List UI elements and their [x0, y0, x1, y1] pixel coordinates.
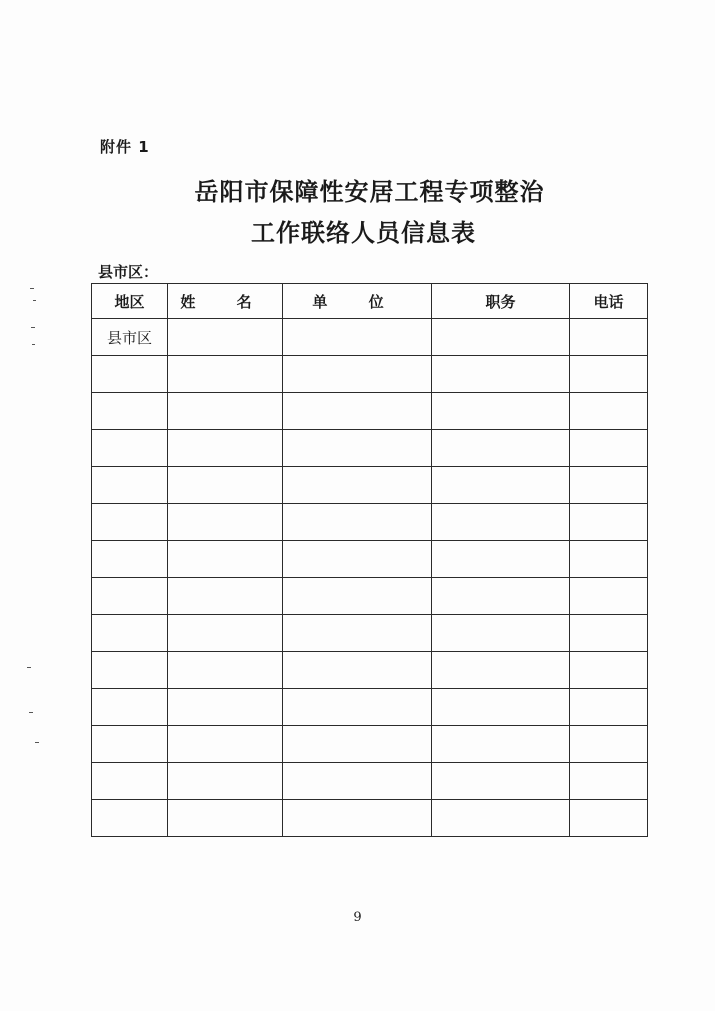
cell-phone — [570, 319, 648, 356]
scan-artifact — [27, 667, 31, 668]
cell-name — [168, 504, 283, 541]
table-body — [92, 319, 648, 837]
table-row — [92, 763, 648, 800]
cell-name — [168, 800, 283, 837]
cell-unit — [283, 319, 432, 356]
table-row — [92, 393, 648, 430]
document-title-line-2: 工作联络人员信息表 — [251, 218, 476, 247]
table-row — [92, 467, 648, 504]
table-row — [92, 504, 648, 541]
cell-position — [432, 541, 570, 578]
cell-name — [168, 578, 283, 615]
cell-phone — [570, 393, 648, 430]
cell-position — [432, 726, 570, 763]
header-unit: 单 位 — [283, 284, 432, 319]
cell-name — [168, 541, 283, 578]
cell-region — [92, 504, 168, 541]
cell-position — [432, 763, 570, 800]
table-row — [92, 800, 648, 837]
cell-phone — [570, 763, 648, 800]
cell-region — [92, 578, 168, 615]
cell-unit — [283, 541, 432, 578]
cell-region — [92, 356, 168, 393]
cell-position — [432, 578, 570, 615]
table-row — [92, 319, 648, 356]
cell-region — [92, 726, 168, 763]
cell-phone — [570, 800, 648, 837]
cell-region — [92, 689, 168, 726]
cell-position — [432, 615, 570, 652]
scan-artifact — [33, 300, 36, 301]
cell-region — [92, 541, 168, 578]
cell-name — [168, 356, 283, 393]
cell-position — [432, 467, 570, 504]
cell-name — [168, 319, 283, 356]
table-row — [92, 578, 648, 615]
scan-artifact — [31, 327, 35, 328]
header-phone: 电话 — [570, 284, 648, 319]
cell-phone — [570, 652, 648, 689]
table-row — [92, 541, 648, 578]
table-header-row — [92, 284, 648, 319]
cell-name — [168, 726, 283, 763]
region-label: 县市区： — [98, 263, 159, 281]
cell-unit — [283, 763, 432, 800]
cell-phone — [570, 726, 648, 763]
cell-phone — [570, 467, 648, 504]
cell-name — [168, 430, 283, 467]
cell-name — [168, 689, 283, 726]
cell-region: 县市区 — [92, 319, 168, 356]
cell-unit — [283, 578, 432, 615]
cell-name — [168, 615, 283, 652]
cell-name — [168, 652, 283, 689]
table-row — [92, 430, 648, 467]
header-position: 职务 — [432, 284, 570, 319]
attachment-label: 附件 1 — [100, 138, 150, 156]
cell-phone — [570, 541, 648, 578]
cell-unit — [283, 504, 432, 541]
cell-unit — [283, 467, 432, 504]
cell-region — [92, 393, 168, 430]
cell-region — [92, 615, 168, 652]
cell-position — [432, 430, 570, 467]
cell-phone — [570, 430, 648, 467]
cell-position — [432, 393, 570, 430]
cell-unit — [283, 652, 432, 689]
cell-phone — [570, 504, 648, 541]
cell-position — [432, 689, 570, 726]
cell-name — [168, 393, 283, 430]
contact-info-table — [91, 283, 648, 837]
cell-region — [92, 467, 168, 504]
scan-artifact — [35, 742, 39, 743]
cell-unit — [283, 430, 432, 467]
cell-unit — [283, 726, 432, 763]
cell-region — [92, 763, 168, 800]
cell-region — [92, 800, 168, 837]
cell-position — [432, 652, 570, 689]
table-row — [92, 356, 648, 393]
header-region: 地区 — [92, 284, 168, 319]
cell-position — [432, 504, 570, 541]
cell-position — [432, 800, 570, 837]
cell-name — [168, 467, 283, 504]
table-row — [92, 689, 648, 726]
scan-artifact — [29, 712, 33, 713]
cell-name — [168, 763, 283, 800]
cell-phone — [570, 356, 648, 393]
cell-region — [92, 652, 168, 689]
table-row — [92, 726, 648, 763]
cell-unit — [283, 356, 432, 393]
cell-phone — [570, 689, 648, 726]
cell-unit — [283, 689, 432, 726]
page-number: 9 — [353, 910, 362, 925]
cell-unit — [283, 615, 432, 652]
cell-unit — [283, 800, 432, 837]
cell-phone — [570, 578, 648, 615]
document-title-line-1: 岳阳市保障性安居工程专项整治 — [194, 177, 545, 206]
table-row — [92, 652, 648, 689]
scan-artifact — [30, 288, 34, 289]
cell-position — [432, 356, 570, 393]
cell-unit — [283, 393, 432, 430]
cell-position — [432, 319, 570, 356]
table-row — [92, 615, 648, 652]
header-name: 姓 名 — [168, 284, 283, 319]
scan-artifact — [32, 344, 35, 345]
cell-phone — [570, 615, 648, 652]
cell-region — [92, 430, 168, 467]
